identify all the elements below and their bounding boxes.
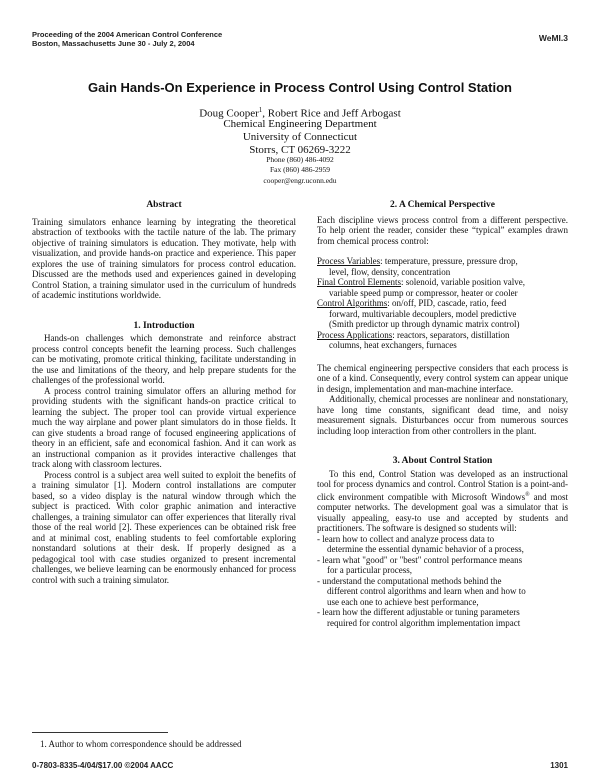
proceedings-line-2: Boston, Massachusetts June 30 - July 2, 2004 <box>32 39 195 48</box>
list-item <box>317 555 568 576</box>
author-names-b: , Robert Rice and Jeff Arbogast <box>262 107 401 120</box>
about-text-a: To this end, Control Station was developed as an instructional tool for process dynamics and control. Control Station is a point-and-click environment compatible with Microsoft Windows <box>317 468 568 502</box>
paper-title: Gain Hands-On Experience in Process Control Using Control Station <box>87 80 512 95</box>
definition-term: Process Variables <box>317 256 381 266</box>
footnote-rule <box>32 732 168 733</box>
section-2-heading: 2. A Chemical Perspective <box>389 200 495 210</box>
definition-text: : solenoid, variable position valve, <box>401 277 525 287</box>
chem-paragraph-2: Additionally, chemical processes are nonlinear and nonstationary, have long time constants, significant dead time, and noisy measurement signals. Disturbances occur from numerous sources including loop interaction from other controllers in the plant. <box>317 394 568 436</box>
definition-text: : reactors, separators, distillation <box>392 329 510 340</box>
list-item-line: - understand the computational methods behind the <box>317 575 502 586</box>
definition-item <box>317 298 568 330</box>
author-university: University of Connecticut <box>242 131 358 143</box>
definition-text: : on/off, PID, cascade, ratio, feed <box>387 298 507 308</box>
proceedings-line-1: Proceeding of the 2004 American Control Conference <box>32 30 223 39</box>
list-item-cont: determine the essential dynamic behavior of a process, <box>327 544 524 554</box>
list-item <box>317 534 568 555</box>
definition-text-cont: columns, heat exchangers, furnaces <box>329 340 457 350</box>
definition-item <box>317 330 568 351</box>
about-paragraph-1 <box>317 469 568 534</box>
list-item-line: - learn how to collect and analyze process data to <box>317 533 495 544</box>
list-item-cont: different control algorithms and learn when and how to <box>327 586 526 596</box>
right-column <box>317 200 568 628</box>
author-city: Storrs, CT 06269-3222 <box>249 144 351 156</box>
definition-item <box>317 277 568 298</box>
contact-phone: Phone (860) 486-4092 <box>266 155 334 164</box>
intro-paragraph-2: A process control training simulator offers an alluring method for providing students with the significant hands-on practice critical to learning the subject. The proper tool can provide virtual experience much the way airplane and power plant simulators do in those fields. It can give students a broad range of focused engineering applications of theory in an efficient, safe and economical fashion. And it can work as an instructional companion as it provides interactive challenges that track along with classroom lectures. <box>32 385 296 469</box>
list-item-line: - learn what "good" or "best" control performance means <box>317 554 523 565</box>
chem-intro: Each discipline views process control from a different perspective. To help orient the reader, consider these “typical” examples drawn from chemical process control: <box>317 214 568 246</box>
definition-text-cont: level, flow, density, concentration <box>329 266 451 277</box>
author-footnote-mark: 1 <box>258 106 263 114</box>
definition-term: Process Applications <box>317 329 393 340</box>
author-names-a: Doug Cooper <box>199 107 259 120</box>
definition-term: Control Algorithms <box>317 298 388 308</box>
definition-text-cont: variable speed pump or compressor, heater or cooler <box>329 287 518 298</box>
list-item <box>317 576 568 608</box>
left-column <box>32 200 296 585</box>
definition-list <box>317 256 568 351</box>
footnote: 1. Author to whom correspondence should be addressed <box>40 739 242 749</box>
section-3-heading: 3. About Control Station <box>392 456 493 466</box>
definition-text-cont: forward, multivariable decouplers, model predictive <box>329 308 517 319</box>
intro-paragraph-1: Hands-on challenges which demonstrate and reinforce abstract process control concepts benefit the learning process. Such challenges can be motivating, promote critical thinking, facilitate understanding in the use and limitations of the theory, and help prepare students for the challenges of the professional world. <box>32 333 296 385</box>
list-item-cont: use each one to achieve best performance, <box>327 596 479 607</box>
abstract-heading: Abstract <box>146 200 182 210</box>
definition-text-cont: (Smith predictor up through dynamic matrix control) <box>329 319 520 329</box>
page-number: 1301 <box>550 761 568 770</box>
list-item-line: - learn how the different adjustable or tuning parameters <box>317 607 520 617</box>
session-code: WeMI.3 <box>538 33 568 43</box>
goals-list <box>317 534 568 629</box>
abstract-text: Training simulators enhance learning by integrating the theoretical abstraction of textbooks with the tactile nature of the lab. The primary objective of training simulators is education. They motivate, help with visualization, and provide hands-on practice and experience. This paper explores the use of training simulators for process control education. Discussed are the methods used and experiences gained in developing Control Station, a training simulator used in the curriculum of hundreds of academic institutions worldwide. <box>32 216 296 300</box>
list-item-cont: for a particular process, <box>327 565 412 575</box>
definition-item <box>317 256 568 277</box>
list-item-cont: required for control algorithm implementation impact <box>327 617 521 628</box>
proceedings-header <box>32 30 222 48</box>
definition-text: : temperature, pressure, pressure drop, <box>380 256 518 266</box>
section-1-heading: 1. Introduction <box>133 320 195 331</box>
intro-paragraph-3: Process control is a subject area well suited to exploit the benefits of a training simulator [1]. Modern control installations are computer based, so a video display is the natural window through which the subject is practiced. With color graphic animation and interactive challenges, a training simulator can offer experiences that literally rival those of the real world [2]. These experiences can be obtained risk free and at minimal cost, enabling students to feel comfortable exploring nonstandard solutions at their desk. If properly designed as a pedagogical tool with case studies organized to present incremental challenges, we believe learning can be enormously enhanced for process control with such a training simulator. <box>32 469 296 585</box>
list-item <box>317 607 568 628</box>
definition-term: Final Control Elements <box>317 277 401 287</box>
registered-mark: ® <box>525 491 530 498</box>
chem-paragraph-1: The chemical engineering perspective considers that each process is one of a kind. Consequently, every control system can appear unique in design, implementation and man-machine interface. <box>317 362 568 394</box>
contact-email: cooper@engr.uconn.edu <box>263 176 337 185</box>
author-department: Chemical Engineering Department <box>223 118 377 130</box>
about-text-b: and most computer networks. The development goal was a simulator that is visually appealing, easy-to use and accepted by students and practitioners. The software is designed so students will: <box>317 491 568 533</box>
contact-fax: Fax (860) 486-2959 <box>270 165 330 174</box>
footer-isbn: 0-7803-8335-4/04/$17.00 ©2004 AACC <box>32 761 174 770</box>
